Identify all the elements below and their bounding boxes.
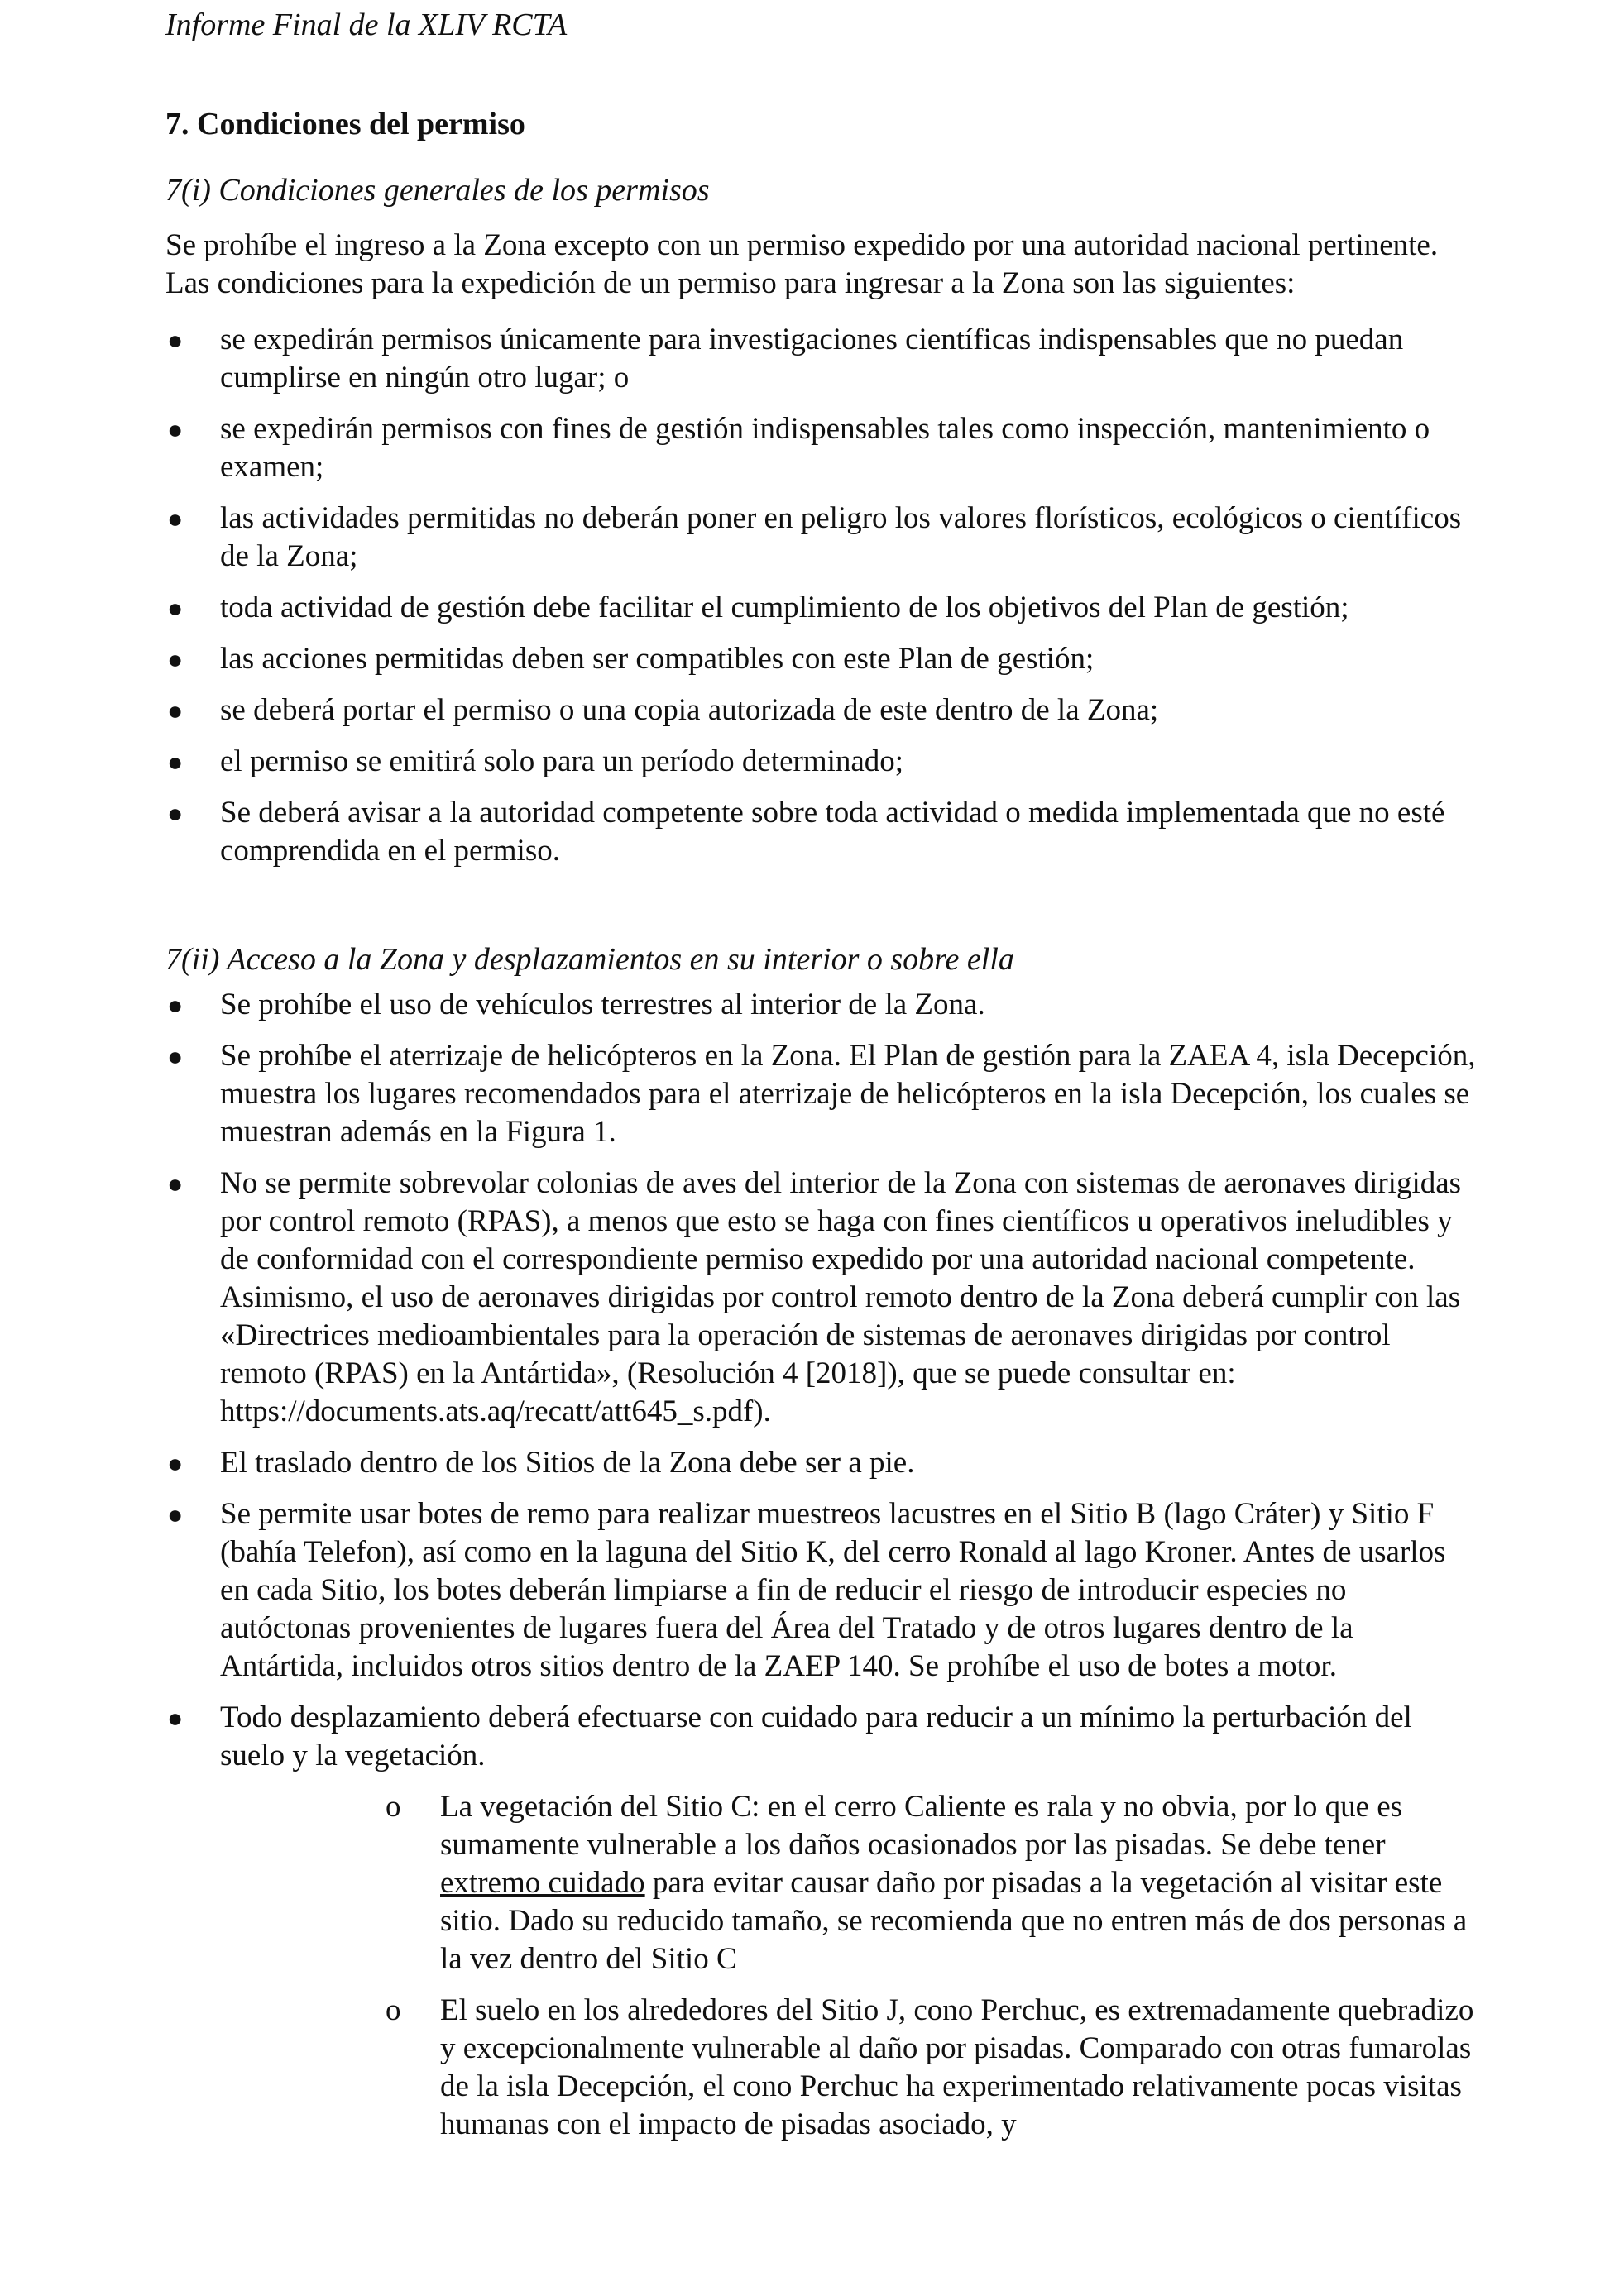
list-item-text: se expedirán permisos únicamente para investigaciones científicas indispensables que no puedan cumplirse en ningún otro lugar; o — [220, 323, 1404, 395]
bullet-icon: ● — [167, 1448, 184, 1478]
list-item — [165, 500, 1481, 576]
bullet-icon: ● — [167, 696, 184, 725]
list-item-text: Se deberá avisar a la autoridad competente sobre toda actividad o medida implementada que no esté comprendida en el permiso. — [220, 796, 1445, 868]
sublist-text-part: para evitar causar daño por pisadas a la vegetación al visitar este sitio. Dado su reducido tamaño, se recomienda que no entren más de dos personas a la vez dentro del Sitio C — [440, 1866, 1468, 1976]
bullet-icon: ● — [167, 325, 184, 355]
list-item-text: Se permite usar botes de remo para realizar muestreos lacustres en el Sitio B (lago Cráter) y Sitio F (bahía Telefon), así como en la laguna del Sitio K, del cerro Ronald al lago Kroner. Antes de usarlos en cada Sitio, los botes deberán limpiarse a fin de reducir el riesgo de introducir especies no autóctonas provenientes de lugares fuera del Área del Tratado y de otros lugares dentro de la Antártida, incluidos otros sitios dentro de la ZAEP 140. Se prohíbe el uso de botes a motor. — [220, 1497, 1446, 1683]
running-header: Informe Final de la XLIV RCTA — [165, 7, 568, 42]
sublist-item-text: El suelo en los alrededores del Sitio J, cono Perchuc, es extremadamente quebradizo y excepcionalmente vulnerable al daño por pisadas. Comparado con otras fumarolas de la isla Decepción, el cono Perchuc ha experimentado relativamente pocas visitas humanas con el impacto de pisadas asociado, y — [440, 1993, 1474, 2141]
list-item — [165, 1037, 1481, 1151]
list-item — [165, 589, 1481, 627]
bullet-icon: ● — [167, 593, 184, 623]
list-item — [165, 410, 1481, 486]
subsection-heading-permit-conditions: 7(i) Condiciones generales de los permisos — [165, 173, 710, 208]
list-item-text: No se permite sobrevolar colonias de aves del interior de la Zona con sistemas de aeronaves dirigidas por control remoto (RPAS), a menos que esto se haga con fines científicos u operativos ineludibles y de conformidad con el correspondiente permiso expedido por una autoridad nacional competente. Asimismo, el uso de aeronaves dirigidas por control remoto dentro de la Zona deberá cumplir con las «Directrices medioambientales para la operación de sistemas de aeronaves dirigidas por control remoto (RPAS) en la Antártida», (Resolución 4 [2018]), que se puede consultar en: https://documents.ats.aq/recatt/att645_s.pdf). — [220, 1166, 1462, 1428]
list-item-text: Se prohíbe el aterrizaje de helicópteros en la Zona. El Plan de gestión para la ZAEA 4, isla Decepción, muestra los lugares recomendados para el aterrizaje de helicópteros en la isla Decepción, los cuales se muestran además en la Figura 1. — [220, 1039, 1476, 1149]
bullet-icon: ● — [167, 1169, 184, 1198]
list-item-text: Se prohíbe el uso de vehículos terrestres al interior de la Zona. — [220, 988, 985, 1021]
list-item — [165, 986, 1481, 1024]
movement-sublist — [220, 1788, 1481, 2144]
circle-marker-icon: o — [386, 1993, 401, 2027]
page-body — [165, 104, 1481, 2157]
permit-conditions-list — [165, 321, 1481, 870]
list-item — [165, 691, 1481, 729]
list-item-text: se expedirán permisos con fines de gestión indispensables tales como inspección, mantenimiento o examen; — [220, 412, 1430, 484]
bullet-icon: ● — [167, 504, 184, 533]
list-item-text: las acciones permitidas deben ser compatibles con este Plan de gestión; — [220, 642, 1095, 676]
intro-paragraph: Se prohíbe el ingreso a la Zona excepto con un permiso expedido por una autoridad nacional pertinente. Las condiciones para la expedición de un permiso para ingresar a la Zona son las siguientes: — [165, 228, 1439, 300]
bullet-icon: ● — [167, 644, 184, 674]
bullet-icon: ● — [167, 990, 184, 1020]
list-item — [165, 1444, 1481, 1482]
list-item — [165, 794, 1481, 870]
bullet-icon: ● — [167, 798, 184, 828]
subsection-heading-access: 7(ii) Acceso a la Zona y desplazamientos en su interior o sobre ella — [165, 942, 1014, 977]
list-item-text: Todo desplazamiento deberá efectuarse con cuidado para reducir a un mínimo la perturbación del suelo y la vegetación. — [220, 1700, 1412, 1772]
list-item-text: se deberá portar el permiso o una copia autorizada de este dentro de la Zona; — [220, 693, 1159, 727]
circle-marker-icon: o — [386, 1790, 401, 1824]
access-rules-list — [165, 986, 1481, 2144]
section-heading: 7. Condiciones del permiso — [165, 107, 525, 141]
list-item — [165, 743, 1481, 781]
bullet-icon: ● — [167, 1500, 184, 1529]
underlined-emphasis: extremo cuidado — [440, 1866, 645, 1900]
sublist-item — [386, 1992, 1481, 2144]
list-item-text: El traslado dentro de los Sitios de la Zona debe ser a pie. — [220, 1446, 915, 1480]
list-item — [165, 1165, 1481, 1431]
list-item — [165, 640, 1481, 678]
bullet-icon: ● — [167, 747, 184, 777]
sublist-item — [386, 1788, 1481, 1978]
section-spacer — [165, 883, 1481, 940]
list-item-text: el permiso se emitirá solo para un período determinado; — [220, 744, 904, 778]
list-item-text: las actividades permitidas no deberán poner en peligro los valores florísticos, ecológicos o científicos de la Zona; — [220, 501, 1462, 573]
sublist-item-text — [440, 1790, 1467, 1976]
bullet-icon: ● — [167, 414, 184, 444]
list-item-text: toda actividad de gestión debe facilitar el cumplimiento de los objetivos del Plan de gestión; — [220, 591, 1349, 624]
bullet-icon: ● — [167, 1041, 184, 1071]
list-item — [165, 321, 1481, 397]
list-item — [165, 1495, 1481, 1686]
list-item — [165, 1699, 1481, 2144]
bullet-icon: ● — [167, 1703, 184, 1733]
sublist-text-part: La vegetación del Sitio C: en el cerro Caliente es rala y no obvia, por lo que es sumamente vulnerable a los daños ocasionados por las pisadas. Se debe tener — [440, 1790, 1403, 1862]
